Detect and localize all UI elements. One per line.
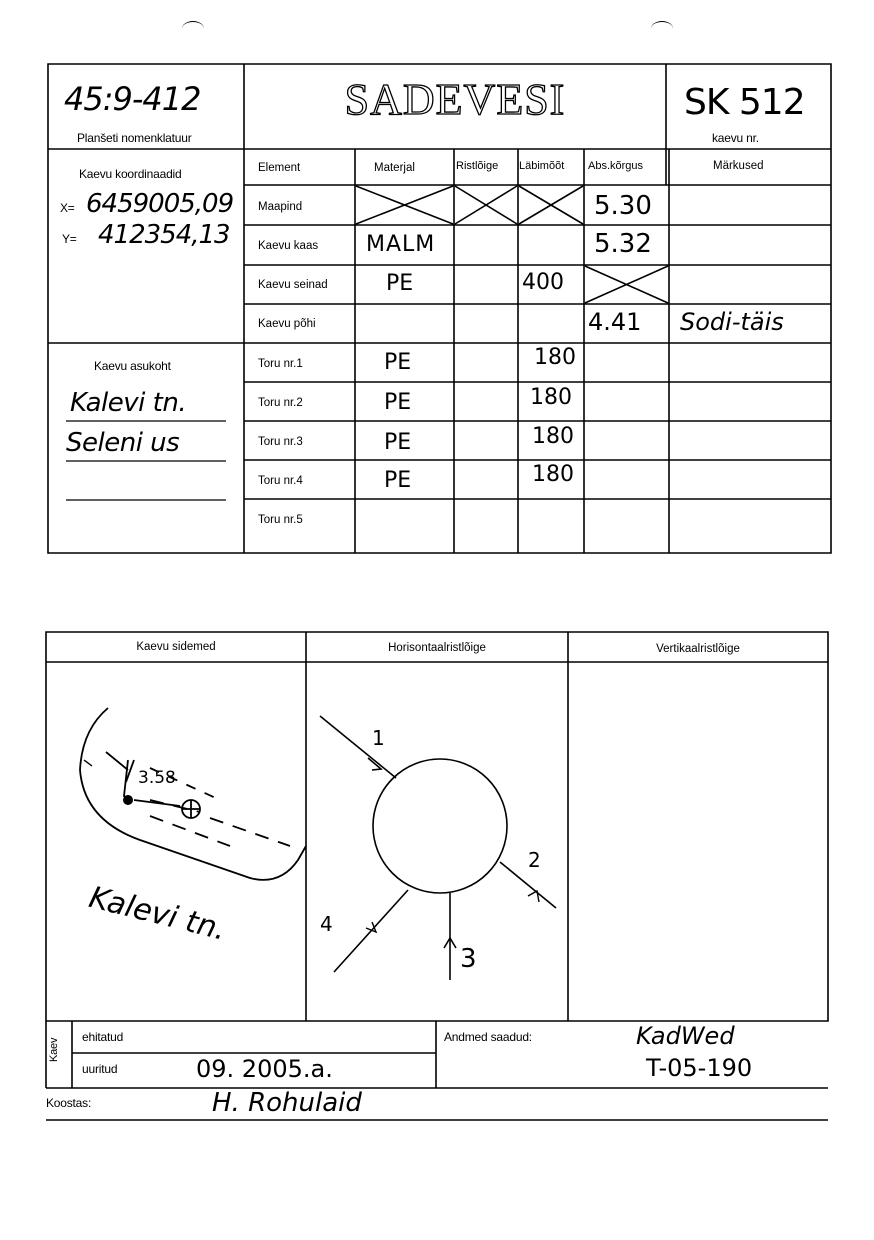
ties-measurement: 3.58 <box>138 768 176 788</box>
map-sheet-value: 45:9-412 <box>64 80 201 118</box>
well-number-value: SK 512 <box>684 82 805 123</box>
row-element-walls: Kaevu seinad <box>258 279 328 291</box>
material-pipe-4: PE <box>384 468 412 493</box>
row-element-pipe-3: Toru nr.3 <box>258 436 303 448</box>
y-prefix: Y= <box>62 232 77 246</box>
x-prefix: X= <box>60 201 75 215</box>
row-element-ground: Maapind <box>258 201 303 213</box>
location-line-1: Kalevi tn. <box>70 388 187 418</box>
measured-label: uuritud <box>82 1062 118 1076</box>
pipe-label-3: 3 <box>460 944 477 974</box>
compiled-value: H. Rohulaid <box>212 1088 362 1118</box>
pipe-label-2: 2 <box>528 848 541 872</box>
row-element-pipe-2: Toru nr.2 <box>258 397 303 409</box>
row-element-pipe-4: Toru nr.4 <box>258 475 303 487</box>
diameter-pipe-1: 180 <box>534 345 576 370</box>
ties-reference-point <box>123 795 133 805</box>
pipe-label-4: 4 <box>320 912 333 936</box>
diameter-walls: 400 <box>522 270 564 295</box>
header-vertical-section: Vertikaalristlõige <box>656 643 740 655</box>
data-source-label: Andmed saadud: <box>444 1030 532 1044</box>
col-header-notes: Märkused <box>713 160 764 172</box>
abs-cover: 5.32 <box>594 229 652 259</box>
ties-street-label: Kalevi tn. <box>85 880 230 948</box>
horizontal-section-sketch <box>320 716 556 980</box>
pipe-label-1: 1 <box>372 726 385 750</box>
col-header-cross-section: Ristlõige <box>456 160 499 172</box>
abs-bottom: 4.41 <box>588 308 642 336</box>
header-ties: Kaevu sidemed <box>136 641 216 653</box>
abs-ground: 5.30 <box>594 191 652 221</box>
diameter-pipe-4: 180 <box>532 462 574 487</box>
material-pipe-3: PE <box>384 430 412 455</box>
material-cover: MALM <box>366 232 436 257</box>
diameter-pipe-2: 180 <box>530 385 572 410</box>
coordinates-label: Kaevu koordinaadid <box>79 167 182 181</box>
header-horizontal-section: Horisontaalristlõige <box>388 642 486 654</box>
location-label: Kaevu asukoht <box>94 359 171 373</box>
col-header-material: Materjal <box>374 162 415 174</box>
data-source-value-1: KadWed <box>636 1022 735 1050</box>
data-source-value-2: T-05-190 <box>646 1054 753 1082</box>
form-title: SADEVESI <box>344 75 566 124</box>
material-pipe-2: PE <box>384 390 412 415</box>
col-header-element: Element <box>258 162 301 174</box>
row-element-pipe-1: Toru nr.1 <box>258 358 303 370</box>
ties-sketch <box>80 708 306 880</box>
well-number-label: kaevu nr. <box>712 131 759 145</box>
row-element-pipe-5: Toru nr.5 <box>258 514 303 526</box>
notes-bottom: Sodi-täis <box>680 308 784 336</box>
material-walls: PE <box>386 271 414 296</box>
location-line-2: Seleni us <box>66 428 180 458</box>
built-label: ehitatud <box>82 1030 124 1044</box>
row-element-bottom: Kaevu põhi <box>258 318 316 330</box>
x-coordinate-value: 6459005,09 <box>86 189 234 219</box>
material-pipe-1: PE <box>384 350 412 375</box>
diameter-pipe-3: 180 <box>532 424 574 449</box>
col-header-diameter: Läbimõõt <box>519 160 565 172</box>
map-sheet-label: Planšeti nomenklatuur <box>77 131 192 145</box>
col-header-abs-elevation: Abs.kõrgus <box>588 160 644 172</box>
footer-side-label: Kaev <box>48 1037 60 1062</box>
compiled-label: Koostas: <box>46 1096 92 1110</box>
y-coordinate-value: 412354,13 <box>98 220 230 250</box>
row-element-cover: Kaevu kaas <box>258 240 319 252</box>
measured-value: 09. 2005.a. <box>196 1055 333 1083</box>
